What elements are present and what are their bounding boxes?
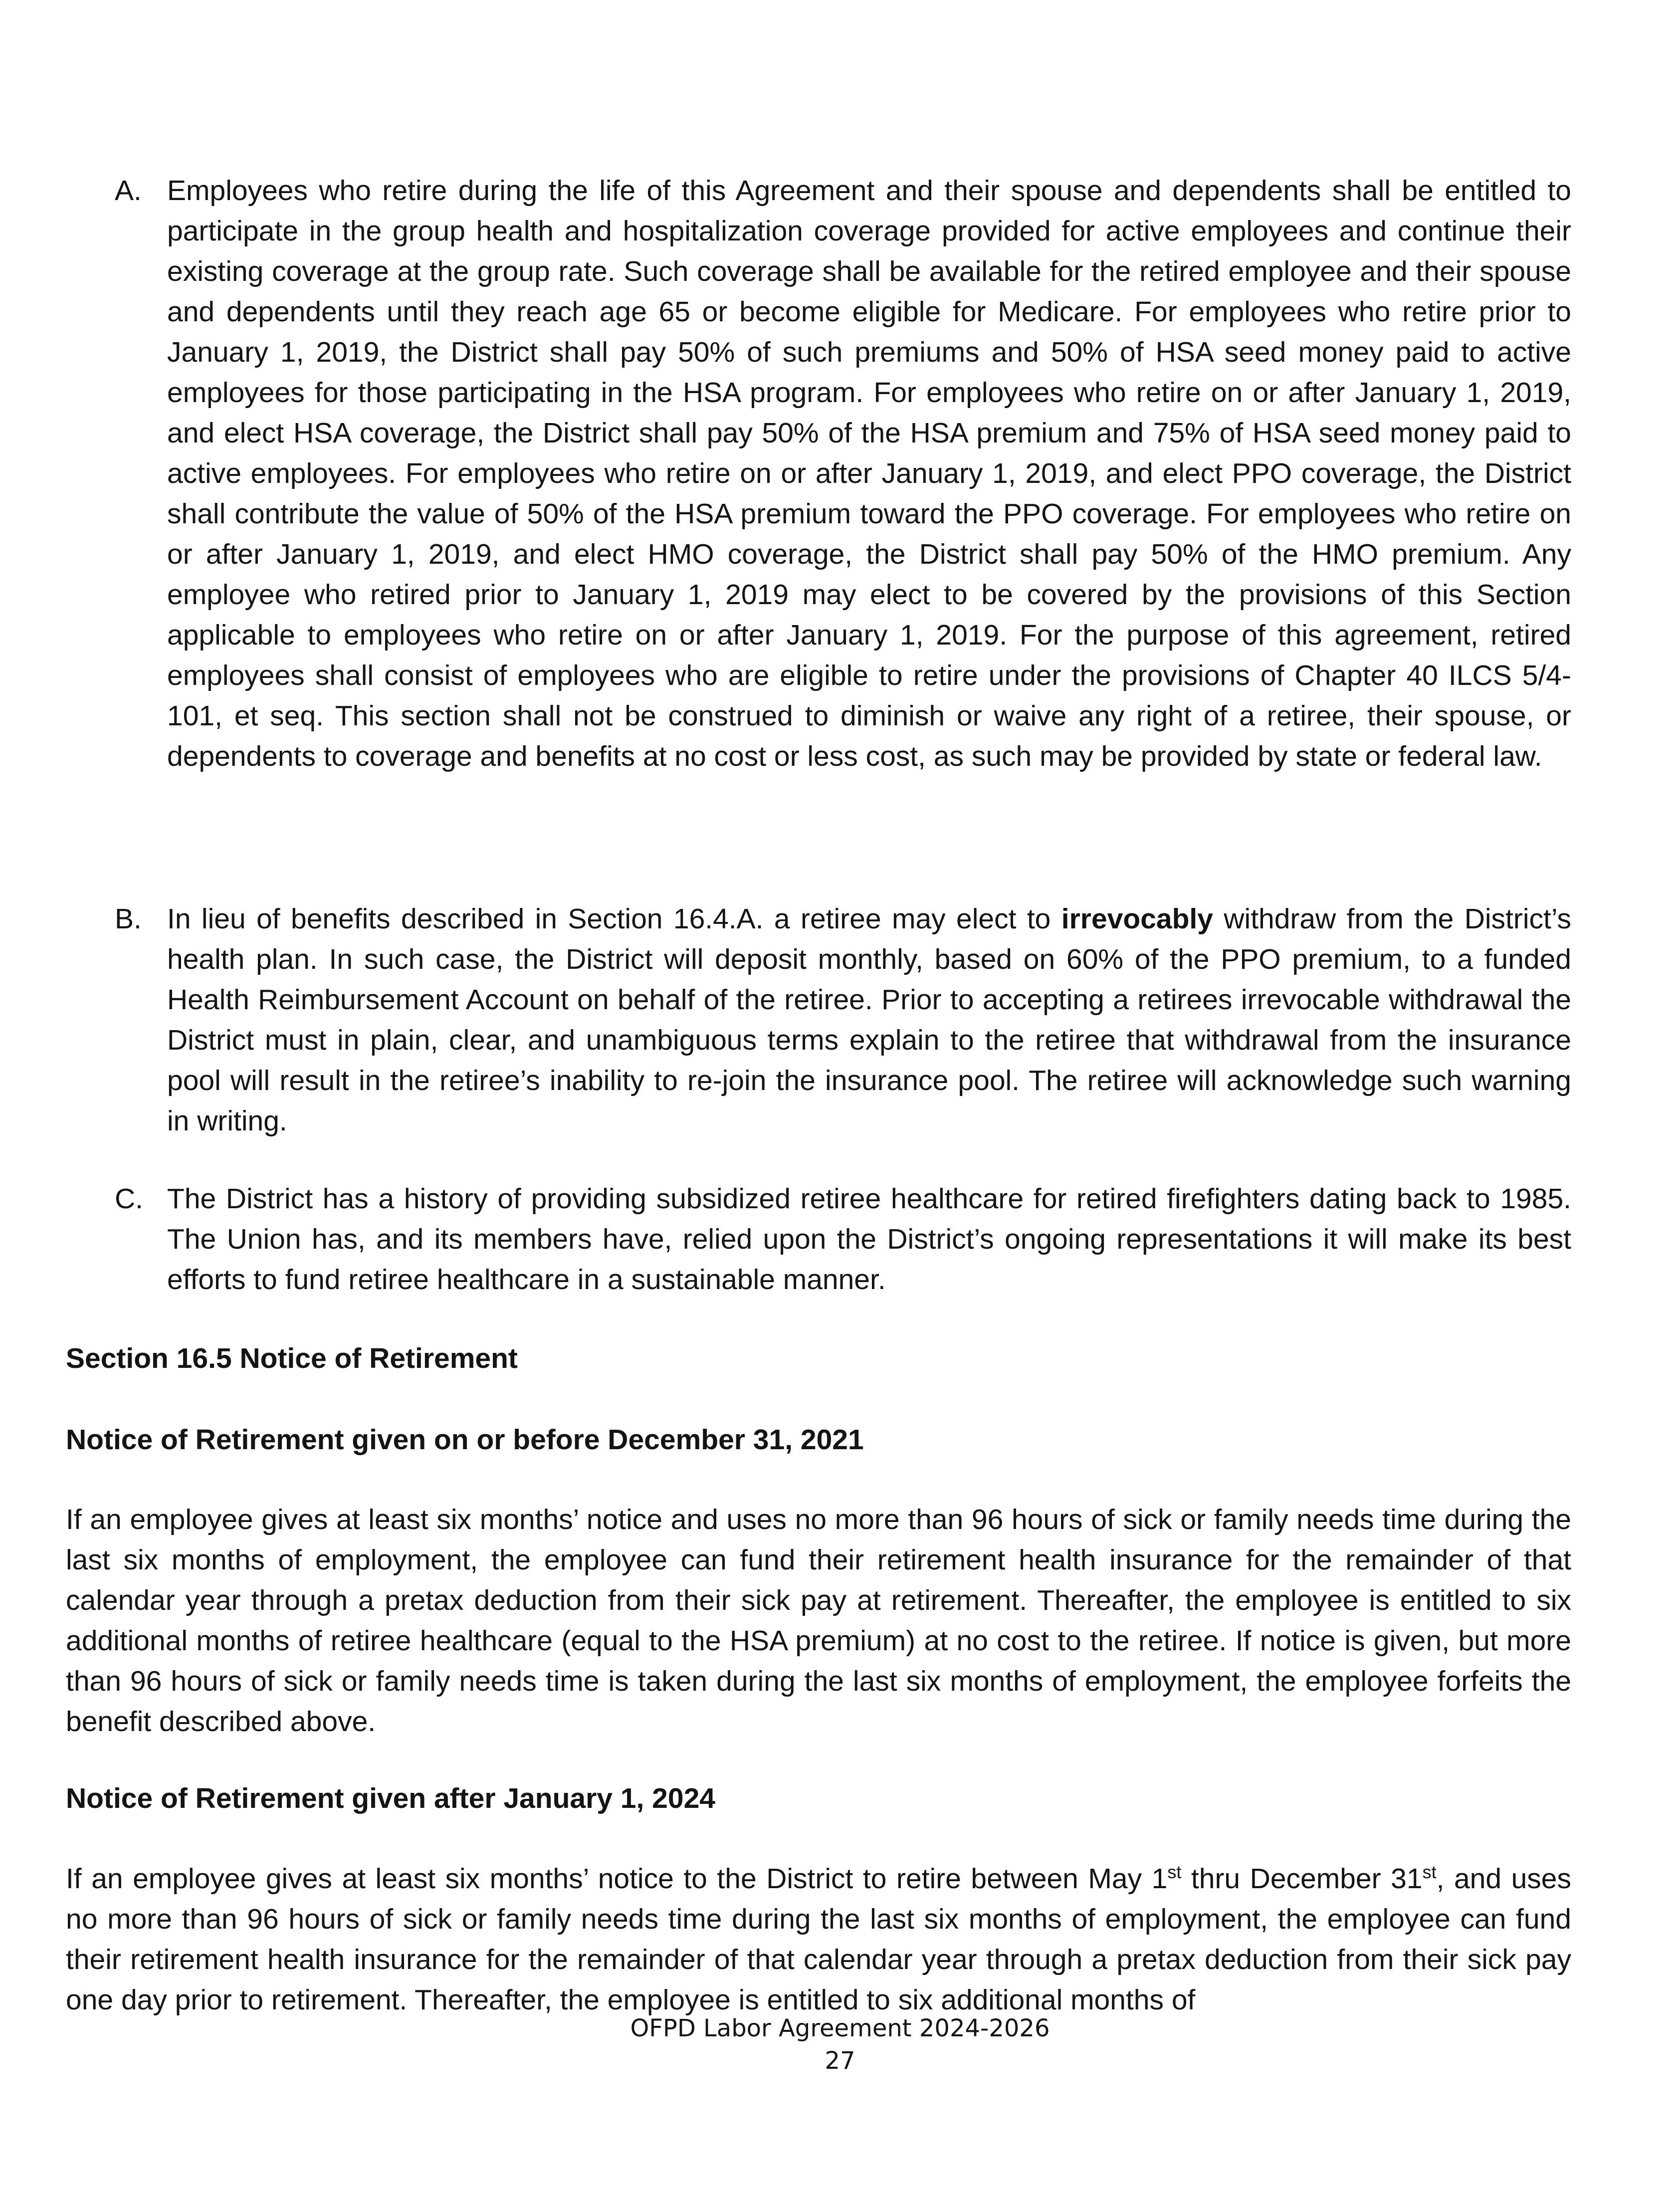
list-marker-c: C.	[115, 1183, 143, 1215]
list-text-b-part-2: withdraw from the District’s health plan. In such case, the District will deposit monthly, based on 60% of the PPO premium, to a funded Health Reimbursement Account on behalf of the retiree. Prior to accepting a retirees irrevocable withdrawal the District must in plain, clear, and unambiguous terms explain to the retiree that withdrawal from the insurance pool will result in the retiree’s inability to re-join the insurance pool. The retiree will acknowledge such warning in writing.	[167, 903, 1571, 1137]
superscript-st-2: st	[1422, 1862, 1437, 1882]
list-marker-b: B.	[115, 903, 142, 935]
paragraph-after-2024-part-2: thru December 31	[1181, 1863, 1423, 1895]
list-text-b-part-1: In lieu of benefits described in Section 16.4.A. a retiree may elect to	[167, 903, 1061, 935]
subheading-before-2021: Notice of Retirement given on or before December 31, 2021	[66, 1424, 864, 1456]
list-marker-a: A.	[115, 175, 142, 207]
paragraph-after-2024	[66, 1859, 1571, 2020]
list-text-c: The District has a history of providing subsidized retiree healthcare for retired firefighters dating back to 1985. The Union has, and its members have, relied upon the District’s ongoing representations it will make its best efforts to fund retiree healthcare in a sustainable manner.	[167, 1183, 1571, 1296]
paragraph-after-2024-part-1: If an employee gives at least six months’ notice to the District to retire between May 1	[66, 1863, 1168, 1895]
footer-title: OFPD Labor Agreement 2024-2026	[630, 2014, 1050, 2042]
superscript-st-1: st	[1167, 1862, 1182, 1882]
paragraph-before-2021: If an employee gives at least six months’ notice and uses no more than 96 hours of sick or family needs time during the last six months of employment, the employee can fund their retirement health insurance for the remainder of that calendar year through a pretax deduction from their sick pay at retirement. Thereafter, the employee is entitled to six additional months of retiree healthcare (equal to the HSA premium) at no cost to the retiree. If notice is given, but more than 96 hours of sick or family needs time is taken during the last six months of employment, the employee forfeits the benefit described above.	[66, 1504, 1571, 1738]
list-text-b	[167, 899, 1571, 1141]
section-heading: Section 16.5 Notice of Retirement	[66, 1342, 518, 1374]
subheading-after-2024: Notice of Retirement given after January 1, 2024	[66, 1782, 715, 1814]
paragraph-after-2024-part-3: , and uses no more than 96 hours of sick or family needs time during the last six months of employment, the employee can fund their retirement health insurance for the remainder of that calendar year through a pretax deduction from their sick pay one day prior to retirement. Thereafter, the employee is entitled to six additional months of	[66, 1863, 1572, 2016]
bold-irrevocably: irrevocably	[1061, 903, 1213, 935]
list-text-a: Employees who retire during the life of this Agreement and their spouse and dependents shall be entitled to participate in the group health and hospitalization coverage provided for active employees and continue their existing coverage at the group rate. Such coverage shall be available for the retired employee and their spouse and dependents until they reach age 65 or become eligible for Medicare. For employees who retire prior to January 1, 2019, the District shall pay 50% of such premiums and 50% of HSA seed money paid to active employees for those participating in the HSA program. For employees who retire on or after January 1, 2019, and elect HSA coverage, the District shall pay 50% of the HSA premium and 75% of HSA seed money paid to active employees. For employees who retire on or after January 1, 2019, and elect PPO coverage, the District shall contribute the value of 50% of the HSA premium toward the PPO coverage. For employees who retire on or after January 1, 2019, and elect HMO coverage, the District shall pay 50% of the HMO premium. Any employee who retired prior to January 1, 2019 may elect to be covered by the provisions of this Section applicable to employees who retire on or after January 1, 2019. For the purpose of this agreement, retired employees shall consist of employees who are eligible to retire under the provisions of Chapter 40 ILCS 5/4-101, et seq. This section shall not be construed to diminish or waive any right of a retiree, their spouse, or dependents to coverage and benefits at no cost or less cost, as such may be provided by state or federal law.	[167, 175, 1571, 772]
page-number: 27	[825, 2047, 855, 2075]
